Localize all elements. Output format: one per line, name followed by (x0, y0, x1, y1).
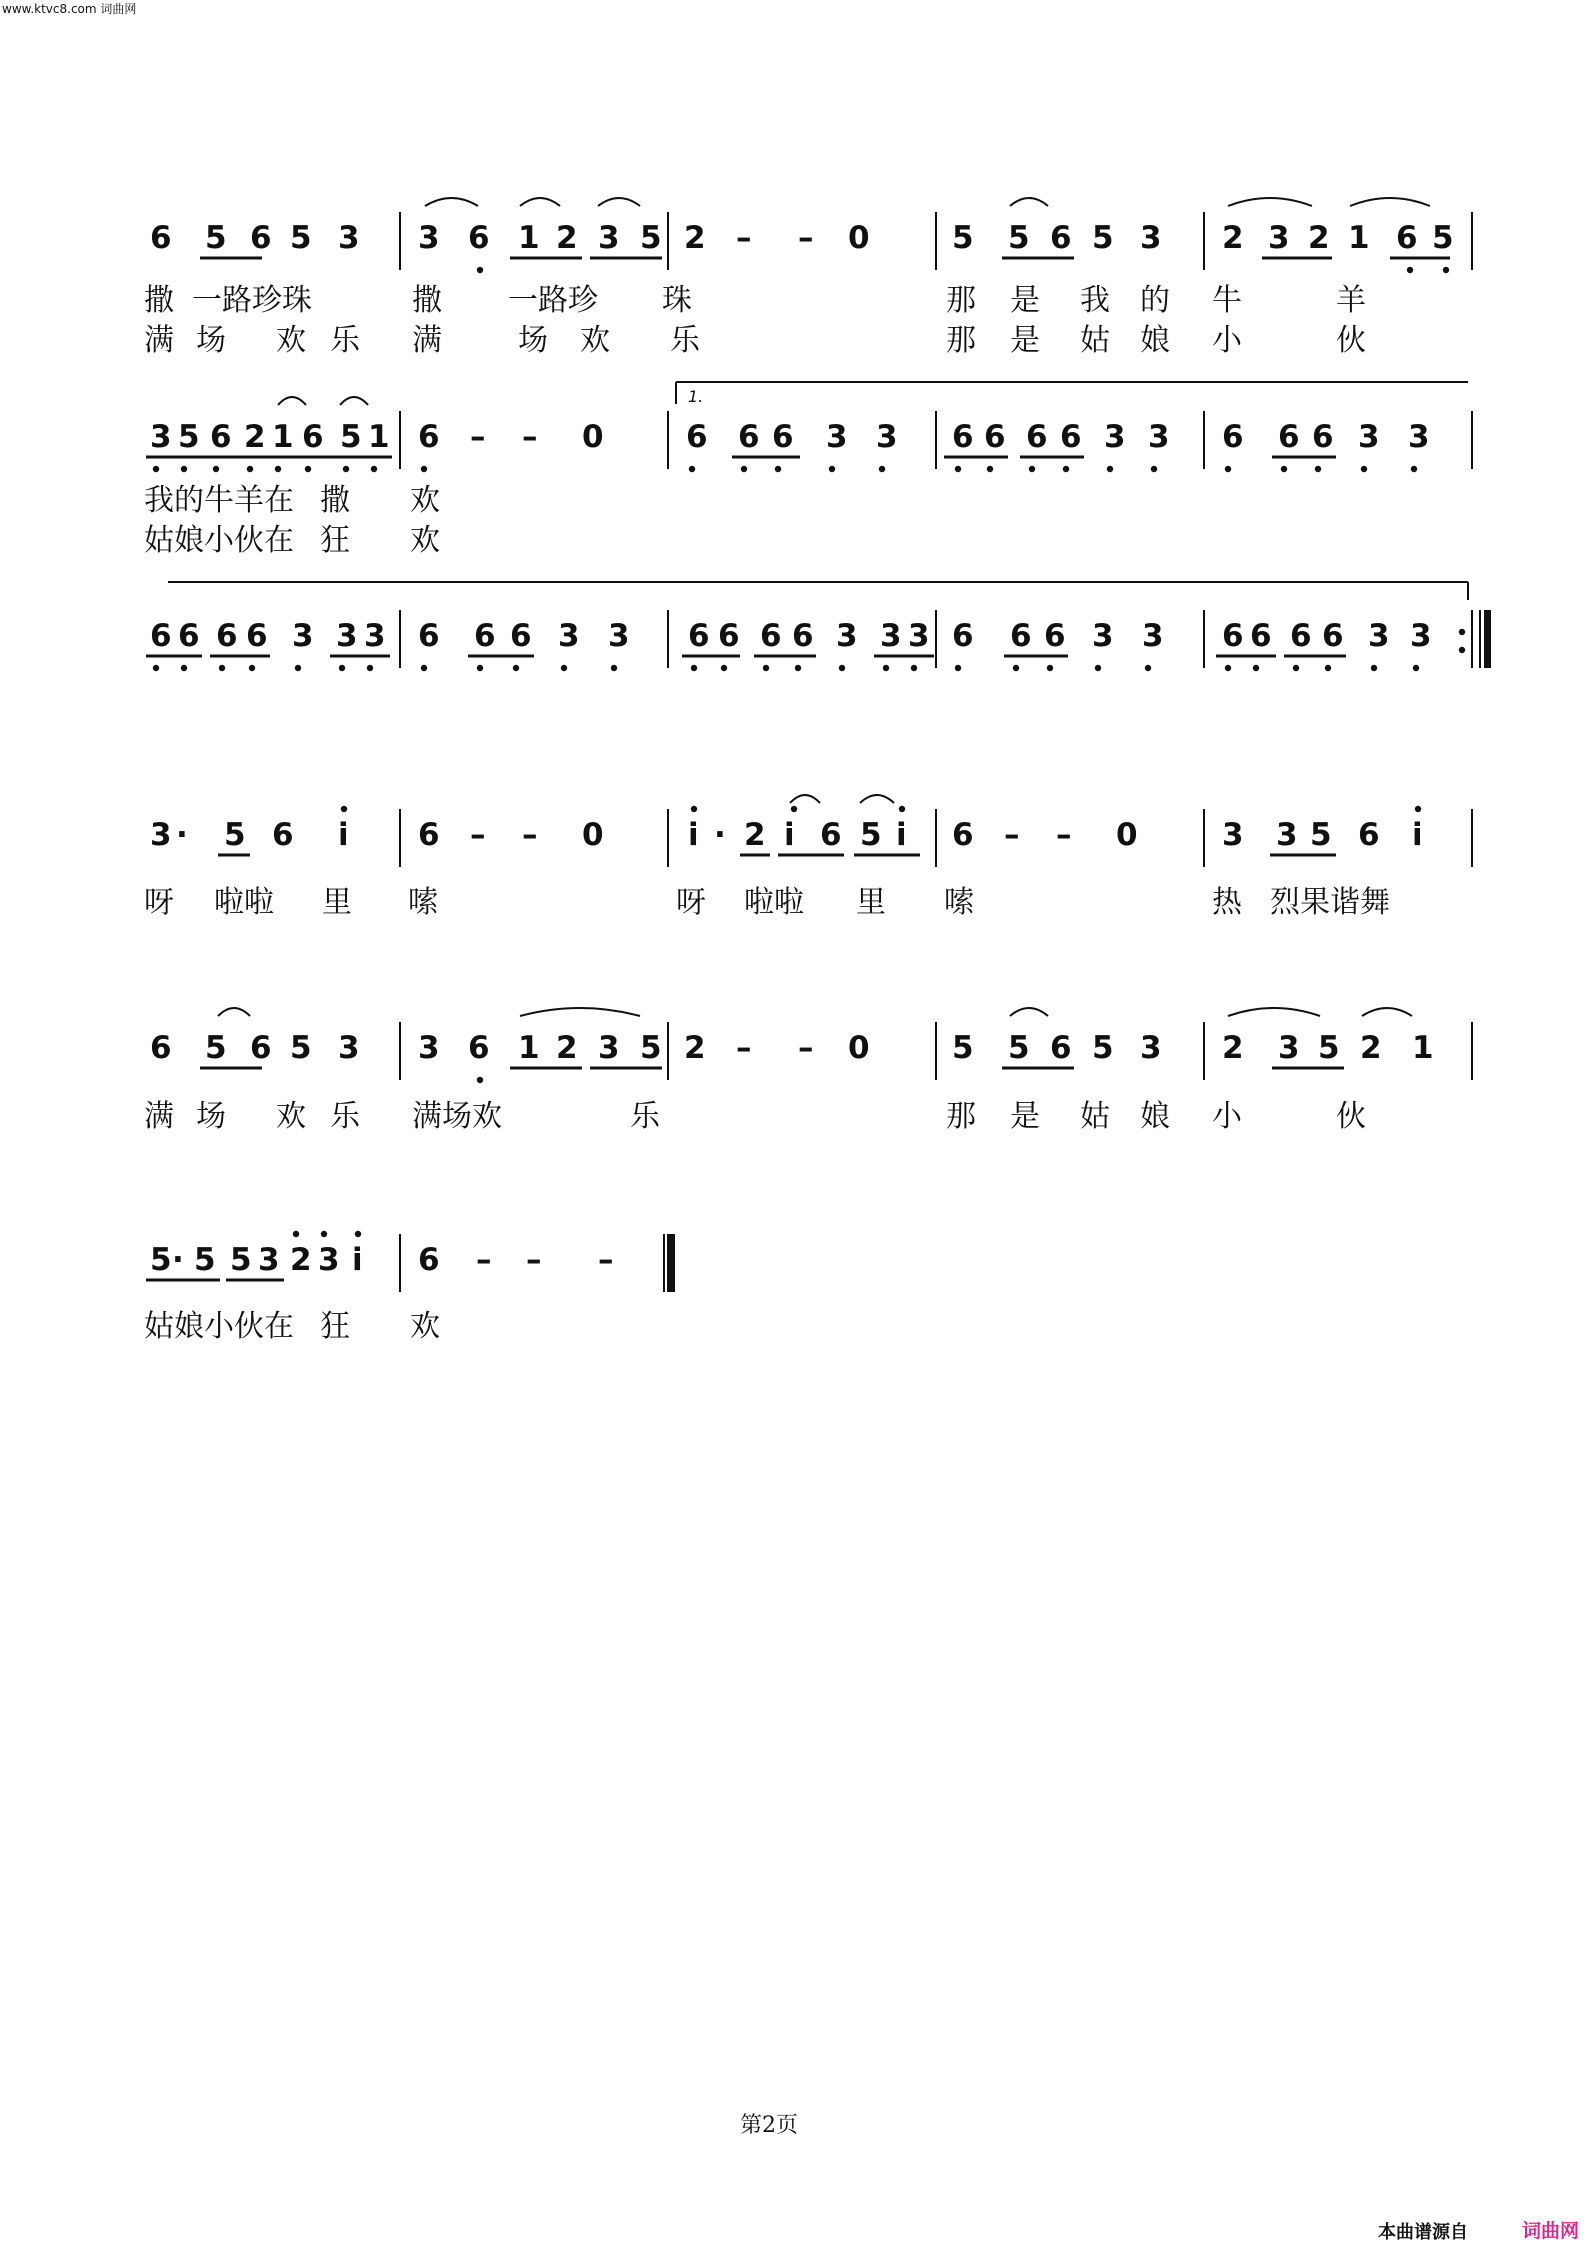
lyric: 是 (1010, 283, 1040, 318)
note: 5 (1318, 1030, 1340, 1066)
note: 6 (1050, 1030, 1072, 1066)
lyric: 羊 (1336, 283, 1366, 318)
high-octave-dot (321, 1231, 327, 1237)
note: – (736, 1030, 752, 1066)
note: 6 (1222, 618, 1244, 654)
volta-label: 1. (688, 387, 704, 406)
note: – (598, 1242, 614, 1278)
note: 0 (582, 817, 604, 853)
low-octave-dot (883, 665, 889, 671)
lyric: 撒 (320, 483, 350, 518)
note: i (784, 817, 795, 853)
note: 5 (952, 1030, 974, 1066)
low-octave-dot (1411, 466, 1417, 472)
source-text: 本曲谱源自 (1378, 2222, 1468, 2243)
note: – (526, 1242, 542, 1278)
low-octave-dot (477, 267, 483, 273)
lyric: 嗦 (408, 885, 438, 920)
note: 3 (418, 220, 440, 256)
lyric: 珠 (662, 283, 692, 318)
note: 2 (744, 817, 766, 853)
lyric: 撒 (412, 283, 442, 318)
low-octave-dot (879, 466, 885, 472)
low-octave-dot (689, 466, 695, 472)
note: · (176, 817, 188, 853)
note: 6 (1050, 220, 1072, 256)
slur (860, 795, 894, 803)
lyric: 那 (946, 323, 976, 358)
note: 0 (848, 220, 870, 256)
lyric: 我的牛羊在 (144, 483, 294, 518)
low-octave-dot (1293, 665, 1299, 671)
note: 6 (738, 419, 760, 455)
note: 6 (250, 220, 272, 256)
low-octave-dot (911, 665, 917, 671)
low-octave-dot (691, 665, 697, 671)
note: 6 (474, 618, 496, 654)
lyric: 啦啦 (214, 885, 274, 920)
note: 6 (952, 817, 974, 853)
note: 6 (272, 817, 294, 853)
note: 6 (1010, 618, 1032, 654)
lyric: 牛 (1212, 283, 1242, 318)
high-octave-dot (1415, 806, 1421, 812)
lyric: 伙 (1336, 323, 1366, 358)
lyric: 满 (144, 323, 174, 358)
high-octave-dot (899, 806, 905, 812)
note: i (1412, 817, 1423, 853)
low-octave-dot (1225, 466, 1231, 472)
note: 5 (194, 1242, 216, 1278)
note: 3 (338, 220, 360, 256)
low-octave-dot (1029, 466, 1035, 472)
slur (278, 397, 306, 405)
lyric: 呀 (144, 885, 174, 920)
lyric: 娘 (1140, 1099, 1170, 1134)
note: 3 (826, 419, 848, 455)
low-octave-dot (275, 466, 281, 472)
note: 5 (1432, 220, 1454, 256)
note: 0 (848, 1030, 870, 1066)
low-octave-dot (1253, 665, 1259, 671)
note: 5 (1008, 220, 1030, 256)
note: – (798, 220, 814, 256)
note: 3 (876, 419, 898, 455)
high-octave-dot (293, 1231, 299, 1237)
lyric: 乐 (330, 1099, 360, 1134)
repeat-dot (1459, 629, 1465, 635)
high-octave-dot (691, 806, 697, 812)
note: 3 (418, 1030, 440, 1066)
note: 2 (1222, 220, 1244, 256)
note: 6 (418, 618, 440, 654)
slur (520, 1008, 640, 1016)
note: 3 (1410, 618, 1432, 654)
low-octave-dot (1325, 665, 1331, 671)
low-octave-dot (153, 665, 159, 671)
note: 5 (1310, 817, 1332, 853)
lyric: 场 (518, 323, 548, 358)
low-octave-dot (763, 665, 769, 671)
note: 5 (860, 817, 882, 853)
slur (1228, 198, 1312, 206)
low-octave-dot (955, 466, 961, 472)
note: 3 (318, 1242, 340, 1278)
note: – (736, 220, 752, 256)
note: 3 (150, 419, 172, 455)
page-number: 第2页 (740, 2113, 798, 2138)
note: 2 (290, 1242, 312, 1278)
note: 3 (1148, 419, 1170, 455)
lyric: 欢 (276, 1099, 306, 1134)
note: 6 (792, 618, 814, 654)
note: 3 (364, 618, 386, 654)
low-octave-dot (1413, 665, 1419, 671)
note: 5 (1008, 1030, 1030, 1066)
note: 2 (556, 1030, 578, 1066)
low-octave-dot (721, 665, 727, 671)
low-octave-dot (1151, 466, 1157, 472)
lyric: 姑娘小伙在 (144, 523, 294, 558)
low-octave-dot (421, 466, 427, 472)
note: 2 (1308, 220, 1330, 256)
note: 3 (1142, 618, 1164, 654)
lyric: 满场欢 (412, 1099, 502, 1134)
slur (790, 795, 820, 803)
low-octave-dot (513, 665, 519, 671)
low-octave-dot (249, 665, 255, 671)
note: 6 (468, 220, 490, 256)
slur (218, 1008, 250, 1016)
low-octave-dot (1095, 665, 1101, 671)
note: 6 (302, 419, 324, 455)
note: i (688, 817, 699, 853)
slur (1010, 1008, 1048, 1016)
lyric: 是 (1010, 1099, 1040, 1134)
note: 6 (1278, 419, 1300, 455)
note: 3 (558, 618, 580, 654)
note: 2 (1222, 1030, 1244, 1066)
note: 1 (1412, 1030, 1434, 1066)
note: 6 (952, 618, 974, 654)
low-octave-dot (795, 665, 801, 671)
lyric: 乐 (670, 323, 700, 358)
low-octave-dot (1107, 466, 1113, 472)
lyric: 欢 (410, 1309, 440, 1344)
note: 6 (1396, 220, 1418, 256)
low-octave-dot (181, 665, 187, 671)
note: 2 (244, 419, 266, 455)
note: 3 (880, 618, 902, 654)
note: i (896, 817, 907, 853)
note: 5 (150, 1242, 172, 1278)
lyric: 是 (1010, 323, 1040, 358)
note: 3 (1278, 1030, 1300, 1066)
lyric: 烈果谐舞 (1270, 885, 1390, 920)
note: 5 (205, 220, 227, 256)
note: 6 (150, 220, 172, 256)
lyric: 一路珍 (508, 283, 598, 318)
low-octave-dot (295, 665, 301, 671)
low-octave-dot (421, 665, 427, 671)
note: 6 (952, 419, 974, 455)
slur (425, 198, 478, 206)
lyric: 姑 (1080, 323, 1110, 358)
note: 3 (336, 618, 358, 654)
note: 6 (718, 618, 740, 654)
lyric: 娘 (1140, 323, 1170, 358)
note: 6 (1250, 618, 1272, 654)
site-logo: 词曲网 (1522, 2220, 1580, 2242)
note: 3 (598, 220, 620, 256)
note: · (172, 1242, 184, 1278)
low-octave-dot (343, 466, 349, 472)
slur (1350, 198, 1430, 206)
note: 3 (258, 1242, 280, 1278)
note: i (352, 1242, 363, 1278)
lyric: 一路珍 (192, 283, 282, 318)
note: 6 (1044, 618, 1066, 654)
note: 6 (1026, 419, 1048, 455)
final-barline-thick (668, 1234, 675, 1292)
low-octave-dot (339, 665, 345, 671)
high-octave-dot (791, 806, 797, 812)
note: 5 (640, 1030, 662, 1066)
low-octave-dot (839, 665, 845, 671)
site-header: www.ktvc8.com 词曲网 (2, 2, 137, 16)
note: 6 (468, 1030, 490, 1066)
note: 6 (418, 419, 440, 455)
note: 3 (1368, 618, 1390, 654)
note: 1 (518, 1030, 540, 1066)
note: 5 (290, 220, 312, 256)
note: 3 (608, 618, 630, 654)
lyric: 啦啦 (744, 885, 804, 920)
low-octave-dot (213, 466, 219, 472)
note: – (1056, 817, 1072, 853)
note: i (338, 817, 349, 853)
note: 3 (1092, 618, 1114, 654)
note: 6 (150, 618, 172, 654)
note: 3 (1358, 419, 1380, 455)
note: 6 (418, 817, 440, 853)
note: 6 (1312, 419, 1334, 455)
note: – (470, 419, 486, 455)
note: 6 (1358, 817, 1380, 853)
lyric: 欢 (580, 323, 610, 358)
low-octave-dot (1013, 665, 1019, 671)
low-octave-dot (247, 466, 253, 472)
note: – (470, 817, 486, 853)
lyric: 里 (856, 885, 886, 920)
note: 6 (246, 618, 268, 654)
low-octave-dot (367, 665, 373, 671)
low-octave-dot (955, 665, 961, 671)
lyric: 乐 (630, 1099, 660, 1134)
low-octave-dot (477, 1077, 483, 1083)
note: 3 (292, 618, 314, 654)
note: 6 (418, 1242, 440, 1278)
note: 5 (205, 1030, 227, 1066)
lyric: 那 (946, 1099, 976, 1134)
note: 6 (178, 618, 200, 654)
note: · (714, 817, 726, 853)
high-octave-dot (341, 806, 347, 812)
lyric: 我 (1080, 283, 1110, 318)
lyric: 小 (1212, 1099, 1242, 1134)
repeat-end-thick (1484, 610, 1491, 668)
lyric: 里 (322, 885, 352, 920)
note: 1 (518, 220, 540, 256)
low-octave-dot (829, 466, 835, 472)
note: 3 (1104, 419, 1126, 455)
slur (520, 198, 560, 206)
lyric: 欢 (410, 483, 440, 518)
low-octave-dot (153, 466, 159, 472)
lyric: 欢 (410, 523, 440, 558)
lyric: 满 (412, 323, 442, 358)
lyric: 姑 (1080, 1099, 1110, 1134)
low-octave-dot (987, 466, 993, 472)
note: 3 (1222, 817, 1244, 853)
low-octave-dot (305, 466, 311, 472)
lyric: 撒 (144, 283, 174, 318)
note: 3 (1276, 817, 1298, 853)
low-octave-dot (611, 665, 617, 671)
note: – (798, 1030, 814, 1066)
note: 6 (510, 618, 532, 654)
note: – (1004, 817, 1020, 853)
note: 3 (1408, 419, 1430, 455)
lyric: 的 (1140, 283, 1170, 318)
lyric: 伙 (1336, 1099, 1366, 1134)
low-octave-dot (1315, 466, 1321, 472)
note: 3 (836, 618, 858, 654)
note: – (476, 1242, 492, 1278)
note: 2 (1360, 1030, 1382, 1066)
slur (1010, 198, 1048, 206)
lyric: 场 (196, 323, 226, 358)
note: 6 (1290, 618, 1312, 654)
lyric: 狂 (320, 1309, 350, 1344)
note: 6 (688, 618, 710, 654)
note: 2 (684, 1030, 706, 1066)
low-octave-dot (1063, 466, 1069, 472)
lyric: 热 (1212, 885, 1242, 920)
note: 0 (582, 419, 604, 455)
note: 5 (952, 220, 974, 256)
note: 1 (368, 419, 390, 455)
note: 5 (230, 1242, 252, 1278)
note: 6 (150, 1030, 172, 1066)
note: 6 (760, 618, 782, 654)
note: 3 (598, 1030, 620, 1066)
note: 5 (1092, 220, 1114, 256)
note: 6 (216, 618, 238, 654)
note: 6 (686, 419, 708, 455)
note: 3 (908, 618, 930, 654)
low-octave-dot (1361, 466, 1367, 472)
lyric: 那 (946, 283, 976, 318)
lyric: 呀 (676, 885, 706, 920)
note: 2 (684, 220, 706, 256)
lyric: 小 (1212, 323, 1242, 358)
note: 5 (1092, 1030, 1114, 1066)
note: 3 (1140, 1030, 1162, 1066)
high-octave-dot (355, 1231, 361, 1237)
note: 5 (340, 419, 362, 455)
low-octave-dot (1047, 665, 1053, 671)
low-octave-dot (1407, 267, 1413, 273)
note: – (522, 817, 538, 853)
note: 6 (210, 419, 232, 455)
slur (1228, 1008, 1320, 1016)
lyric: 欢 (276, 323, 306, 358)
note: – (522, 419, 538, 455)
slur (340, 397, 368, 405)
note: 3 (150, 817, 172, 853)
lyric: 嗦 (944, 885, 974, 920)
note: 3 (1140, 220, 1162, 256)
note: 3 (338, 1030, 360, 1066)
low-octave-dot (1145, 665, 1151, 671)
lyric: 珠 (282, 283, 312, 318)
note: 3 (1268, 220, 1290, 256)
slur (1362, 1008, 1412, 1016)
lyric: 狂 (320, 523, 350, 558)
note: 1 (272, 419, 294, 455)
note: 2 (556, 220, 578, 256)
note: 5 (290, 1030, 312, 1066)
note: 6 (772, 419, 794, 455)
note: 6 (250, 1030, 272, 1066)
low-octave-dot (561, 665, 567, 671)
low-octave-dot (219, 665, 225, 671)
low-octave-dot (775, 466, 781, 472)
lyric: 场 (196, 1099, 226, 1134)
low-octave-dot (1225, 665, 1231, 671)
note: 5 (178, 419, 200, 455)
low-octave-dot (477, 665, 483, 671)
low-octave-dot (741, 466, 747, 472)
lyric: 姑娘小伙在 (144, 1309, 294, 1344)
note: 6 (1222, 419, 1244, 455)
low-octave-dot (1281, 466, 1287, 472)
note: 6 (820, 817, 842, 853)
low-octave-dot (1371, 665, 1377, 671)
low-octave-dot (371, 466, 377, 472)
note: 6 (984, 419, 1006, 455)
low-octave-dot (181, 466, 187, 472)
low-octave-dot (1443, 267, 1449, 273)
note: 6 (1322, 618, 1344, 654)
note: 6 (1060, 419, 1082, 455)
lyric: 满 (144, 1099, 174, 1134)
note: 0 (1116, 817, 1138, 853)
note: 5 (640, 220, 662, 256)
note: 1 (1348, 220, 1370, 256)
slur (598, 198, 640, 206)
repeat-dot (1459, 647, 1465, 653)
note: 5 (224, 817, 246, 853)
lyric: 乐 (330, 323, 360, 358)
